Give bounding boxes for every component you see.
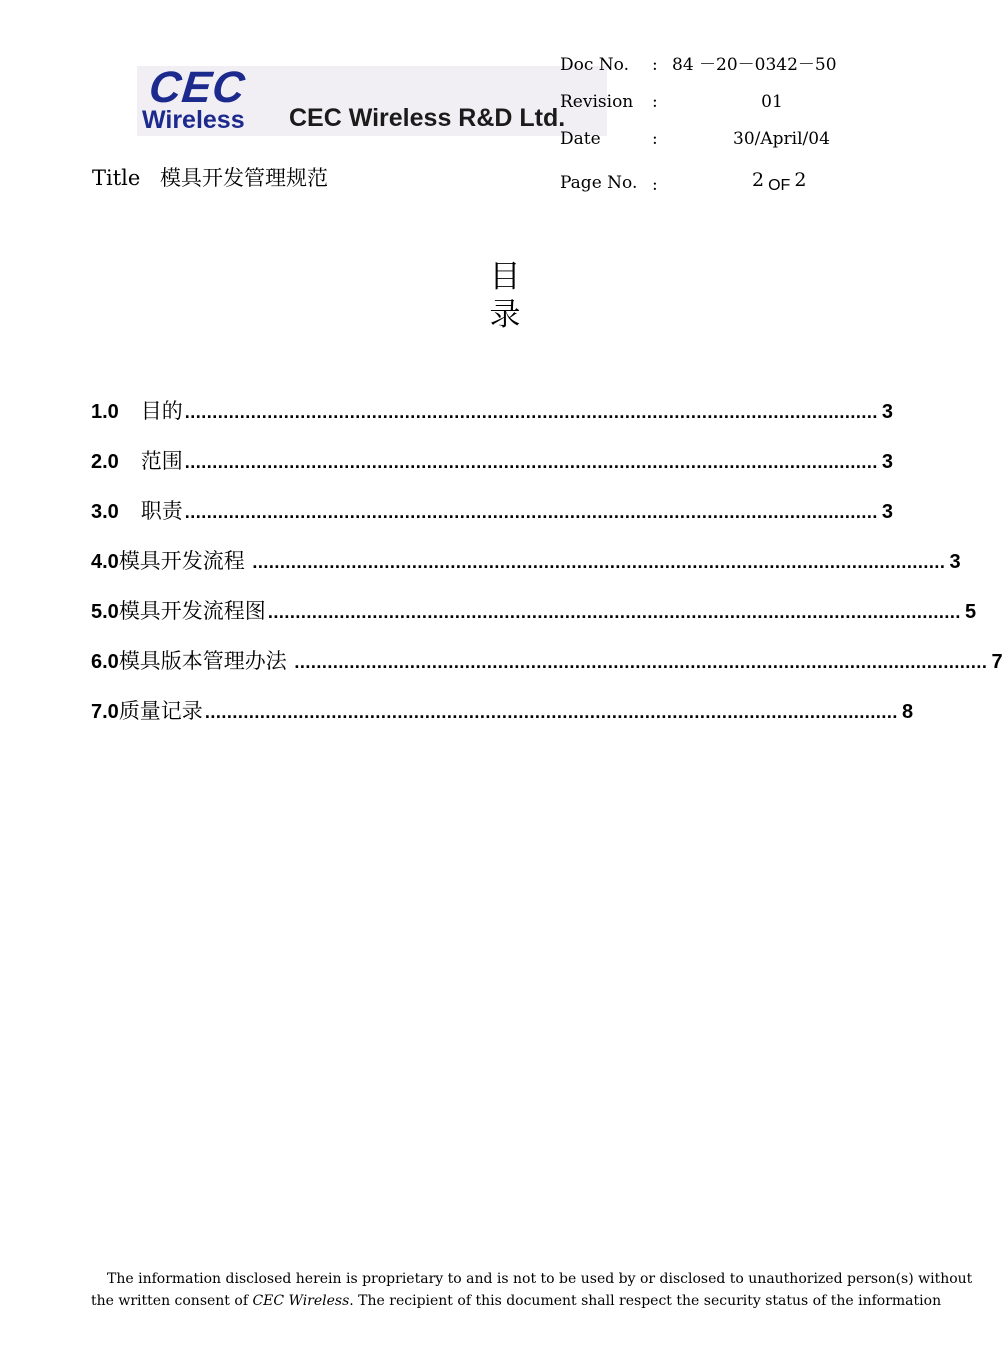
toc-item-number: 2.0: [91, 451, 119, 473]
table-of-contents: [91, 394, 1003, 744]
date-colon: :: [652, 129, 658, 149]
revision-label: Revision: [560, 92, 634, 112]
footer-line-2: [91, 1290, 942, 1312]
toc-item[interactable]: [91, 544, 961, 594]
toc-item-number: 6.0: [91, 651, 119, 673]
date-label: Date: [560, 129, 601, 149]
toc-item[interactable]: [91, 394, 893, 444]
toc-item-title: 范围: [140, 449, 183, 473]
logo-wireless-text: Wireless: [142, 106, 245, 134]
toc-item-page: 3: [949, 551, 961, 573]
page-total: 2: [794, 169, 807, 191]
logo-company-name: CEC Wireless R&D Ltd.: [289, 104, 566, 132]
footer-company-name: CEC Wireless: [252, 1293, 350, 1309]
toc-item-page: 8: [901, 701, 914, 723]
toc-item-page: 7: [991, 651, 1003, 673]
toc-item[interactable]: [91, 444, 893, 494]
toc-item-title: 职责: [140, 499, 183, 523]
toc-leader-dots: ..............................................................................................................................: [267, 602, 961, 622]
footer-line-1: The information disclosed herein is proprietary to and is not to be used by or disclosed to unauthorized person(s) without: [107, 1271, 973, 1287]
page-current: 2: [752, 169, 765, 191]
toc-leader-dots: ..............................................................................................................................: [184, 402, 878, 422]
date-value: 30/April/04: [733, 129, 830, 149]
toc-item-title: 目的: [140, 399, 183, 423]
page-no-label: Page No.: [560, 173, 638, 193]
title-label: Title: [92, 166, 141, 190]
toc-leader-dots: ..............................................................................................................................: [184, 452, 878, 472]
page-number: [752, 170, 806, 192]
revision-value: 01: [761, 92, 783, 112]
company-logo: [137, 63, 607, 136]
toc-item-title: 模具开发流程: [118, 549, 245, 573]
toc-item[interactable]: [91, 694, 914, 744]
toc-item[interactable]: [91, 644, 1003, 694]
toc-heading: 目录: [489, 259, 551, 333]
toc-leader-dots: ..............................................................................................................................: [288, 652, 988, 672]
toc-leader-dots: ..............................................................................................................................: [184, 502, 878, 522]
toc-item-title: 模具版本管理办法: [118, 649, 287, 673]
toc-item-title: 模具开发流程图: [118, 599, 266, 623]
toc-item-number: 4.0: [91, 551, 119, 573]
page-no-colon: :: [652, 175, 658, 195]
logo-brand-text: CEC: [146, 63, 248, 112]
toc-item[interactable]: [91, 494, 893, 544]
confidentiality-footer: [91, 1268, 973, 1312]
toc-item-number: 7.0: [91, 701, 119, 723]
page-of: OF: [768, 177, 791, 194]
revision-colon: :: [652, 92, 658, 112]
footer-line-2-start: the written consent of: [91, 1293, 253, 1309]
footer-line-2-end: . The recipient of this document shall respect the security status of the information: [349, 1293, 942, 1309]
doc-no-colon: :: [652, 55, 658, 75]
document-title: 模具开发管理规范: [160, 166, 328, 190]
toc-leader-dots: ..............................................................................................................................: [246, 552, 946, 572]
toc-item-number: 1.0: [91, 401, 119, 423]
toc-leader-dots: ..............................................................................................................................: [204, 702, 898, 722]
doc-no-label: Doc No.: [560, 55, 630, 75]
doc-no-value: 84 －20－0342－50: [672, 55, 837, 75]
toc-item-page: 5: [964, 601, 977, 623]
toc-item-number: 3.0: [91, 501, 119, 523]
toc-item-title: 质量记录: [118, 699, 203, 723]
toc-item-page: 3: [881, 451, 893, 473]
toc-item-page: 3: [881, 501, 893, 523]
toc-item[interactable]: [91, 594, 977, 644]
toc-item-page: 3: [881, 401, 893, 423]
toc-item-number: 5.0: [91, 601, 119, 623]
